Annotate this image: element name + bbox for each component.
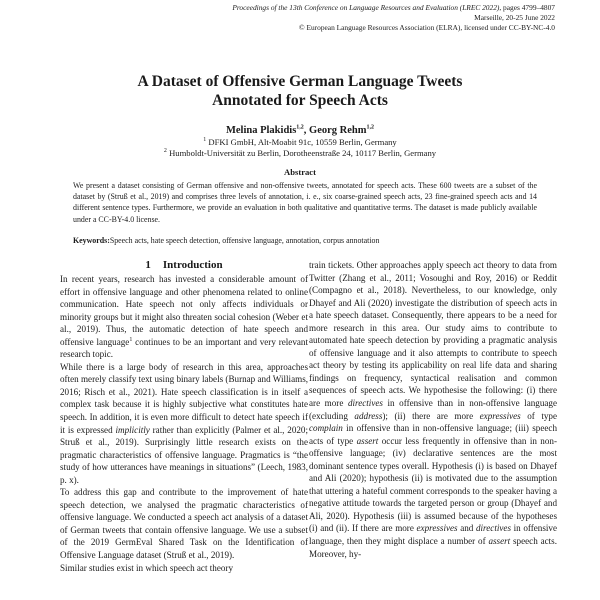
keywords-label: Keywords:: [73, 236, 110, 245]
affiliation-2: [0, 148, 600, 159]
paragraph: [309, 259, 557, 560]
section-heading-introduction: [60, 258, 308, 272]
paragraph: [60, 273, 308, 361]
keywords: [73, 235, 543, 246]
affiliation-marker: 1: [203, 137, 207, 144]
emphasis-text: assert: [488, 536, 511, 547]
abstract-text: We present a dataset consisting of German offensive and non-offensive tweets, annotated for speech acts. These 600 tweets are a subset of the dataset by (Struß et al., 2019) and comprises three levels of annotation, i. e., six coarse-grained speech acts, 23 fine-grained speech acts and 14 different sentence types. Furthermore, we provide an evaluation in both qualitative and quantitative terms. The dataset is made publicly available under a CC-BY-4.0 license.: [73, 181, 537, 224]
paragraph-text: In recent years, research has invested a considerable amount of effort in offensive language and other phenomena related to online communication. Hate speech not only affects individuals or minority groups but it might also threaten social cohesion (Weber et al., 2019). Thus, the automatic detection of hate speech and offensive language: [60, 274, 308, 347]
paragraph-text: in offensive language, then they might displace a number of: [309, 523, 557, 547]
paragraph-text: of type: [520, 410, 557, 421]
paragraph-text: continues to be an important and very relevant research topic.: [60, 336, 308, 360]
license-line: © European Language Resources Association (ELRA), licensed under CC-BY-NC-4.0: [298, 23, 555, 32]
proceedings-line: [232, 3, 555, 13]
footnote-marker[interactable]: 1: [129, 336, 133, 343]
affiliation-1: [0, 137, 600, 148]
paragraph-text: in offensive than in non-offensive language; (iii) speech acts of type: [309, 423, 557, 446]
title-line-1: A Dataset of Offensive German Language Tweets: [137, 73, 463, 90]
paragraph-text: rather than explicitly (Palmer et al., 2020; Struß et al., 2019). Surprisingly little research exists on the pragmatic characteristics of offensive language. Pragmatics is “the study of how utterances have meanings in situations” (Leech, 1983, p. x).: [60, 424, 309, 485]
affiliation-marker: 2: [163, 148, 167, 155]
author-name: Georg Rehm: [309, 125, 367, 136]
author-affiliation-marker: 1,2: [366, 124, 374, 131]
paragraph-text: and: [457, 523, 476, 534]
emphasis-text: expressives: [416, 523, 458, 534]
paragraph-text: While there is a large body of research in this area, approaches often merely classify text using binary labels (Burnap and Williams, 2016; Risch et al., 2021). Hate speech classification is in itself a complex task because it is highly subjective what constitutes hate speech. In addition, it is even more difficult to detect hate speech if it is expressed: [60, 361, 308, 435]
affiliation-text: DFKI GmbH, Alt-Moabit 91c, 10559 Berlin, Germany: [208, 137, 397, 147]
proceedings-title: Proceedings of the 13th Conference on Language Resources and Evaluation (LREC 2022): [232, 3, 500, 12]
paragraph-text: ); (ii) there are more: [382, 410, 480, 421]
location-date: Marseille, 20-25 June 2022: [474, 13, 555, 22]
emphasis-text: assert: [356, 435, 379, 446]
paragraph-text: train tickets. Other approaches apply speech act theory to data from Twitter (Zhang et al., 2011; Vosoughi and Roy, 2016) or Reddit (Compagno et al., 2018). Nevertheless, to our knowledge, only Dhayef and Ali (2020) investigate the distribution of speech acts in a hate speech dataset. Consequently, there appears to be a need for more research in this area. Our study aims to contribute to automated hate speech detection by providing a pragmatic analysis of offensive language and it also attempts to contribute to speech act theory by testing its applicability on real life data and sharing findings on frequency, syntactical realisation and common sequences of speech acts. We hypothesise the following: (i) there are more: [309, 260, 557, 409]
abstract-heading: Abstract: [284, 167, 316, 177]
paragraph: Similar studies exist in which speech act theory: [60, 562, 233, 573]
emphasis-text: implicitly: [115, 424, 150, 435]
page-range: , pages 4799–4807: [499, 3, 555, 12]
paragraph: To address this gap and contribute to the improvement of hate speech detection, we analysed the pragmatic characteristics of offensive language. We conducted a speech act analysis of a dataset of German tweets that contain offensive language. We use a subset of the 2019 GermEval Shared Task on the Identification of Offensive Language dataset (Struß et al., 2019).: [60, 487, 308, 561]
title-line-2: Annotated for Speech Acts: [212, 92, 388, 109]
keywords-text: Speech acts, hate speech detection, offensive language, annotation, corpus annotation: [109, 236, 380, 245]
left-column: [60, 258, 308, 574]
author-affiliation-marker: 1,2: [296, 124, 304, 131]
right-column: [309, 259, 557, 560]
paragraph-text: occur less frequently in offensive than in non-offensive language; (iv) declarative sentences are the most dominant sentence types overall. Hypothesis (i) is based on Dhayef and Ali (2020); hypothesis (ii) is motivated due to the assumption that uttering a hateful comment corresponds to the speaker having a negative attitude towards the targeted person or group (Dhayef and Ali, 2020). Hypothesis (iii) is assumed because of the hypotheses (i) and (ii). If there are more: [309, 435, 557, 534]
author-list: [0, 124, 600, 137]
paragraph: [60, 361, 308, 486]
emphasis-text: complain: [309, 423, 343, 434]
author-separator: ,: [303, 125, 310, 136]
emphasis-text: expressives: [479, 410, 521, 421]
paragraph-text: in offensive than in non-offensive language (excluding: [309, 398, 557, 421]
section-number: 1: [145, 259, 151, 271]
author-name: Melina Plakidis: [225, 125, 297, 136]
paper-title: [0, 72, 600, 110]
conference-header: [232, 3, 555, 33]
affiliation-text: Humboldt-Universität zu Berlin, Dorotheenstraße 24, 10117 Berlin, Germany: [169, 148, 437, 158]
paragraph-text: speech acts. Moreover, hy-: [309, 536, 557, 559]
emphasis-text: address: [354, 410, 383, 421]
emphasis-text: directives: [347, 398, 383, 409]
emphasis-text: directives: [475, 523, 511, 534]
section-title: Introduction: [162, 259, 223, 271]
